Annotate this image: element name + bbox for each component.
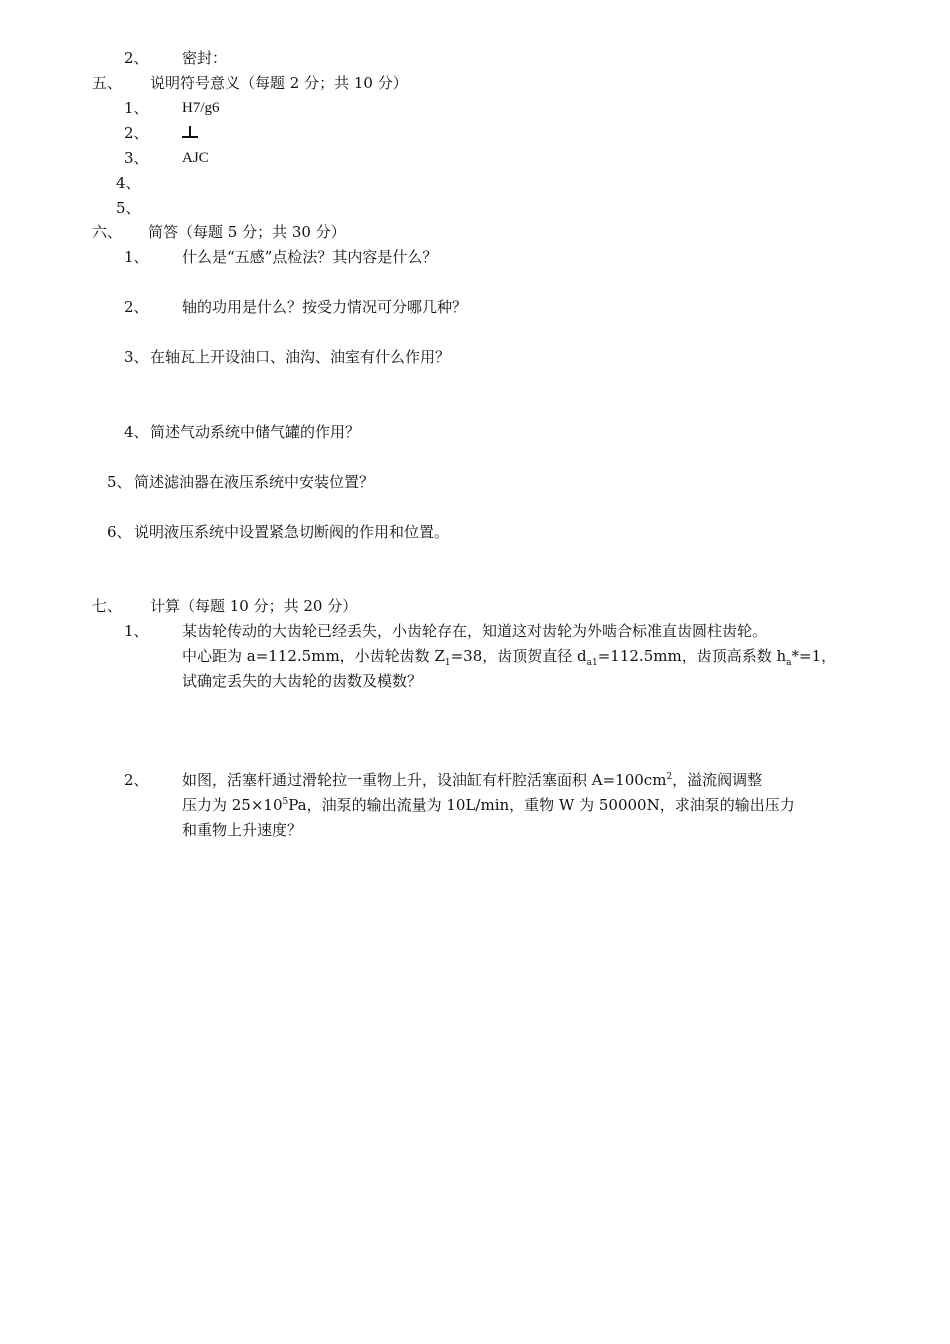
item-text: 密封： [182,49,228,67]
item-number: 1、 [124,99,149,117]
superscript: 5 [282,797,289,807]
perpendicularity-symbol-icon [182,126,198,138]
item-number: 2、 [124,771,149,789]
item-number: 5、 [107,473,132,491]
item-text: 简述气动系统中储气罐的作用？ [150,423,361,441]
item-number: 2、 [124,298,149,316]
item-text: 简述滤油器在液压系统中安装位置？ [134,473,375,491]
question-text: 某齿轮传动的大齿轮已经丢失，小齿轮存在，知道这对齿轮为外啮合标准直齿圆柱齿轮。 [182,622,768,640]
section-number: 六、 [92,223,123,241]
subscript: a [786,658,792,668]
sec7-q2-line3 [182,820,302,840]
item-text: 在轴瓦上开设油口、油沟、油室有什么作用？ [150,348,451,366]
question-text: 试确定丢失的大齿轮的齿数及模数？ [182,672,423,690]
item-number: 5、 [116,199,141,217]
item-text: 说明液压系统中设置紧急切断阀的作用和位置。 [134,523,450,541]
item-text: H7/g6 [182,100,220,116]
question-text: Pa，油泵的输出流量为 10L/min，重物 W 为 50000N，求油泵的输出压力 [288,796,795,814]
text-part: ，溢流阀调整 [672,771,763,789]
item-number: 1、 [124,248,149,266]
question-text: 和重物上升速度？ [182,821,303,839]
item-number: 3、 [124,149,149,167]
question-text: =112.5mm，齿顶高系数 h [597,647,787,665]
item-number: 2、 [124,124,149,142]
subscript: 1 [444,658,451,668]
item-number: 2、 [124,49,149,67]
text-part: 如图，活塞杆通过滑轮拉一重物上升，设油缸有杆腔活塞面积 A=100cm [182,771,667,789]
question-text: 中心距为 a=112.5mm，小齿轮齿数 Z [182,647,445,665]
subscript: a1 [586,658,598,668]
question-text: =38，齿顶贺直径 d [450,647,587,665]
sec7-q1-line2 [182,646,836,666]
section-title: 说明符号意义（每题 2 分；共 10 分） [150,74,408,92]
section-title: 计算（每题 10 分；共 20 分） [150,597,358,615]
item-text: 轴的功用是什么？按受力情况可分哪几种？ [182,298,468,316]
item-text: 什么是“五感”点检法？其内容是什么？ [182,248,438,266]
section-title: 简答（每题 5 分；共 30 分） [148,223,346,241]
section-number: 五、 [92,74,123,92]
item-number: 6、 [107,523,132,541]
question-text: *=1， [791,647,837,665]
superscript: 2 [666,772,673,782]
item-number: 1、 [124,622,149,640]
item-number: 3、 [124,348,149,366]
question-text [182,770,762,790]
item-number: 4、 [124,423,149,441]
item-number: 4、 [116,174,141,192]
item-text: AJC [182,150,209,166]
question-text: 压力为 25×10 [182,796,283,814]
sec7-q1-line3 [182,671,422,691]
sec7-q2-line2 [182,795,795,815]
section-number: 七、 [92,597,123,615]
